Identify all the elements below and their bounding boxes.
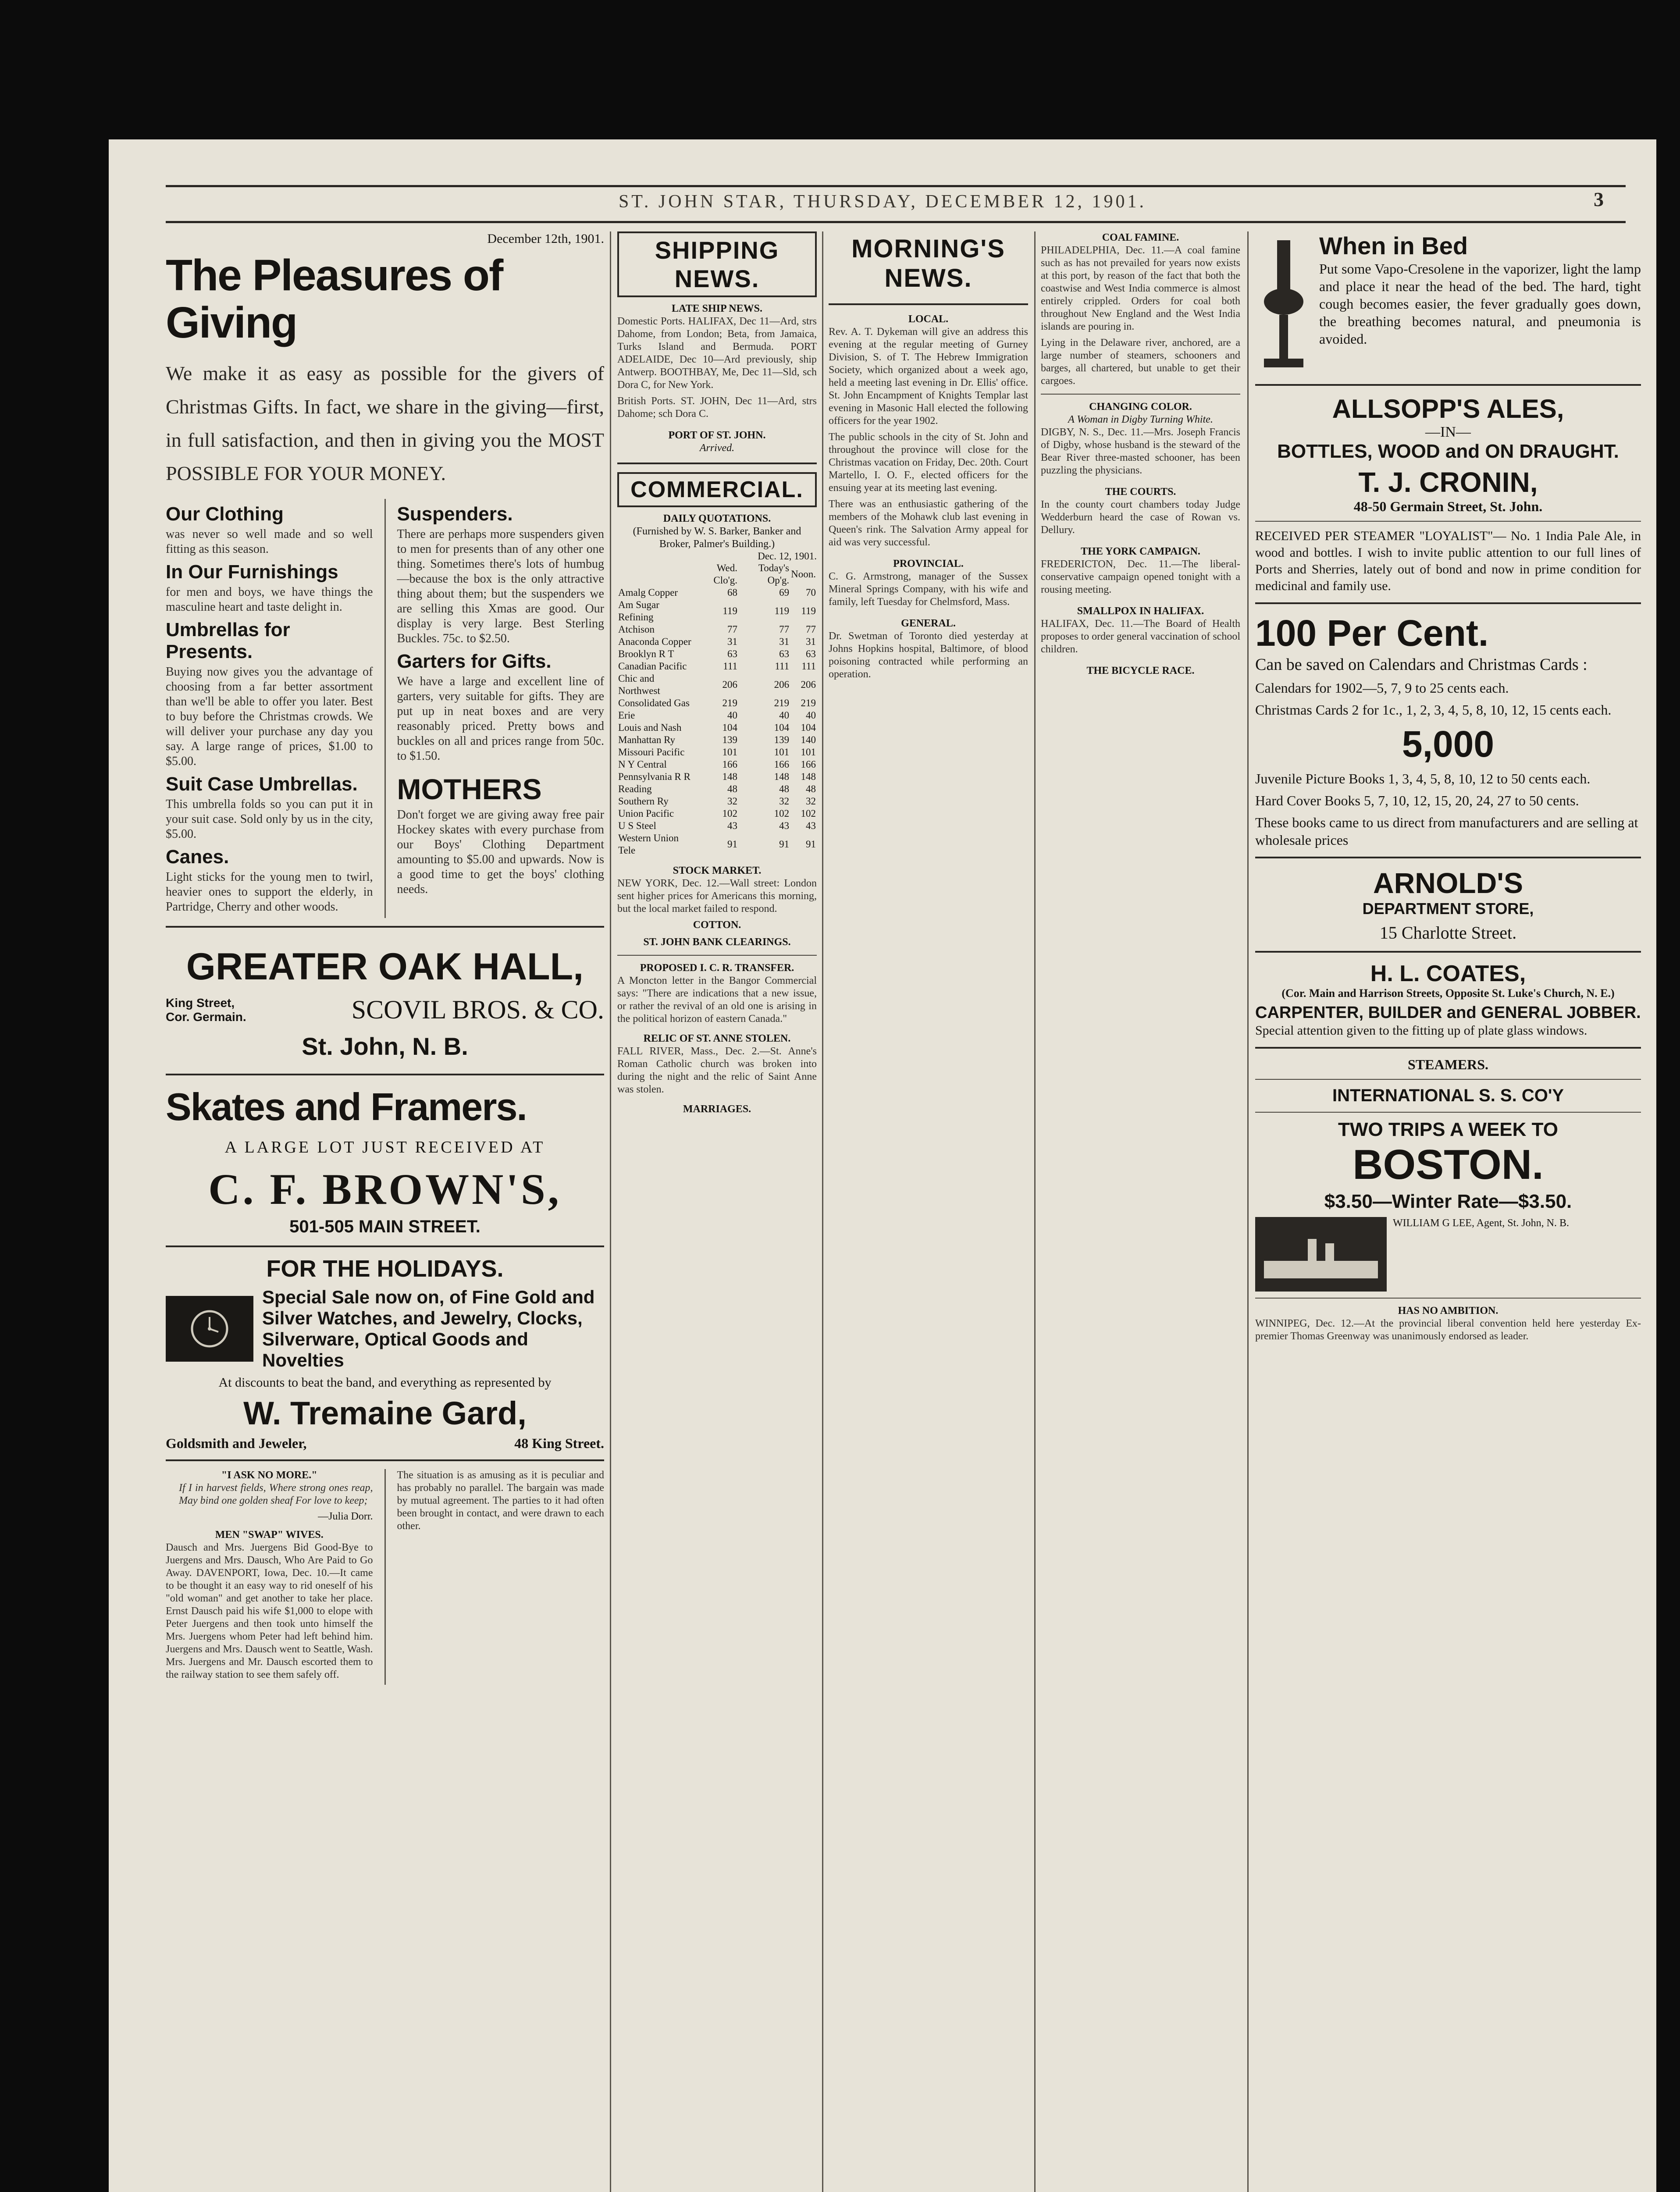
relic-head: RELIC OF ST. ANNE STOLEN. — [643, 1033, 791, 1044]
column-2 — [617, 231, 817, 2192]
holidays-head: FOR THE HOLIDAYS. — [266, 1256, 504, 1282]
allsopp-in: —IN— — [1425, 424, 1471, 440]
stock-price: 111 — [775, 661, 790, 672]
stock-price: 77 — [779, 624, 790, 635]
table-row — [617, 820, 817, 832]
cotton-head: COTTON. — [693, 919, 741, 931]
stock-price: 31 — [806, 636, 816, 647]
skates-sub: A LARGE LOT JUST RECEIVED AT — [224, 1138, 545, 1156]
stock-price: 68 — [727, 587, 738, 598]
coal-filler: Lying in the Delaware river, anchored, are a large number of steamers, schooners and barges, all chartered, but unable to get their cargoes. — [1041, 337, 1240, 387]
bed-body: Put some Vapo-Cresolene in the vaporizer, light the lamp and place it near the head of the bed. The hard, tight cough becomes easier, the fever gradually goes down, the breathing becomes natural, and pneumonia is avoided. — [1319, 261, 1641, 347]
column-divider — [610, 231, 611, 2192]
local-body: Rev. A. T. Dykeman will give an address this evening at the regular meeting of Gurney Division, S. of T. The Hebrew Immigration Society, which organized about a week ago, held a meeting last evening in Dr. Ellis' office. St. John Encampment of Knights Templar last evening in Masonic Hall elected the following officers for the year 1902. — [829, 326, 1028, 427]
poem-attrib: —Julia Dorr. — [318, 1511, 373, 1522]
gift-item-body: for men and boys, we have things the masculine heart and taste delight in. — [166, 585, 373, 614]
section-rule — [1041, 394, 1240, 395]
stock-price: 104 — [722, 722, 738, 733]
stock-name: Amalg Copper — [618, 587, 678, 598]
table-row — [617, 587, 817, 599]
commercial-head: COMMERCIAL. — [617, 472, 817, 507]
coates: H. L. COATES, — [1370, 961, 1526, 986]
stock-price: 101 — [801, 747, 816, 758]
coal-head: COAL FAMINE. — [1102, 232, 1179, 243]
stock-name: Erie — [618, 710, 635, 721]
table-row — [617, 795, 817, 808]
gift-item-head: In Our Furnishings — [166, 561, 338, 583]
table-row — [617, 697, 817, 709]
relic-body: FALL RIVER, Mass., Dec. 2.—St. Anne's Roman Catholic church was broken into during the night and the relic of Saint Anne was stolen. — [617, 1046, 817, 1095]
stock-price: 119 — [774, 605, 790, 616]
lee: WILLIAM G LEE, Agent, St. John, N. B. — [1393, 1217, 1569, 1229]
cronin-body: RECEIVED PER STEAMER "LOYALIST"— No. 1 India Pale Ale, in wood and bottles. I wish to invite public attention to our full lines of Ports and Sherries, lately out of bond and now in prime condition for medicinal and family use. — [1255, 529, 1641, 593]
table-row — [617, 758, 817, 771]
clearing-head: ST. JOHN BANK CLEARINGS. — [643, 936, 791, 948]
sub-column-divider — [384, 499, 386, 918]
section-rule — [166, 926, 604, 928]
courts-body: In the county court chambers today Judge Wedderburn heard the case of Rowan vs. Dellury. — [1041, 499, 1240, 536]
masthead-rule — [166, 221, 1626, 223]
stock-price: 206 — [722, 679, 738, 690]
section-rule — [166, 1074, 604, 1075]
lamp-illustration — [1255, 231, 1312, 376]
stock-price: 139 — [774, 734, 790, 745]
holidays-small: At discounts to beat the band, and everything as represented by — [218, 1375, 552, 1390]
stock-price: 206 — [774, 679, 790, 690]
stock-price: 206 — [801, 679, 816, 690]
poem-body: If I in harvest fields, Where strong ones reap, May bind one golden sheaf For love to keep; — [179, 1482, 373, 1506]
newspaper-page — [109, 139, 1656, 2192]
york-head: THE YORK CAMPAIGN. — [1081, 546, 1200, 557]
stock-price: 31 — [727, 636, 738, 647]
general-body: Dr. Swetman of Toronto died yesterday at Johns Hopkins hospital, Baltimore, of blood poisoning contracted while performing an operation. — [829, 630, 1028, 680]
xmas-cards: Christmas Cards 2 for 1c., 1, 2, 3, 4, 5, 8, 10, 12, 15 cents each. — [1255, 702, 1612, 718]
gift-item-head: Suspenders. — [397, 503, 513, 525]
stock-name: Reading — [618, 783, 652, 794]
table-row — [617, 648, 817, 660]
column-header: Noon. — [791, 569, 816, 580]
gift-item-body: There are perhaps more suspenders given to men for presents than of any other one thing. Sometimes there's lots of humbug—because the box is the only attractive thing about them; but the suspenders we are selling this Xmas are good. Our display is very large. Best Sterling Buckles. 75c. to $2.50. — [397, 527, 604, 645]
hard-cover: Hard Cover Books 5, 7, 10, 12, 15, 20, 24, 27 to 50 cents. — [1255, 793, 1579, 808]
percent-body: Can be saved on Calendars and Christmas Cards : — [1255, 655, 1587, 674]
column-divider — [822, 231, 823, 2192]
table-row — [617, 636, 817, 648]
gift-item — [166, 561, 373, 615]
morning-head: MORNING'S NEWS. — [851, 235, 1005, 292]
gift-item-body: This umbrella folds so you can put it in your suit case. Sold only by us in the city, $5.00. — [166, 797, 373, 841]
dateline: December 12th, 1901. — [487, 231, 604, 246]
gift-item — [397, 503, 605, 646]
column-header — [617, 562, 694, 587]
table-row — [617, 734, 817, 746]
section-rule — [617, 463, 817, 464]
gift-items-left — [166, 499, 373, 918]
column-divider — [1247, 231, 1249, 2192]
jewelry-illustration — [166, 1296, 253, 1362]
lower-columns — [166, 1469, 604, 1685]
skates-head: Skates and Framers. — [166, 1085, 527, 1128]
stock-price: 148 — [722, 771, 738, 782]
table-row — [617, 660, 817, 673]
smallpox-head: SMALLPOX IN HALIFAX. — [1077, 605, 1204, 617]
shipping-head: SHIPPING NEWS. — [617, 231, 817, 297]
quotes-sub: (Furnished by W. S. Barker, Banker and Broker, Palmer's Building.) — [633, 526, 801, 550]
stock-name: Southern Ry — [618, 796, 669, 807]
stock-price: 77 — [727, 624, 738, 635]
coates-addr: (Cor. Main and Harrison Streets, Opposite St. Luke's Church, N. E.) — [1281, 987, 1615, 1000]
transfer-head: PROPOSED I. C. R. TRANSFER. — [640, 962, 794, 974]
stock-price: 32 — [806, 796, 816, 807]
calendars: Calendars for 1902—5, 7, 9 to 25 cents each. — [1255, 680, 1509, 696]
lamp-icon — [1255, 231, 1312, 376]
smallpox-body: HALIFAX, Dec. 11.—The Board of Health proposes to order general vaccination of school children. — [1041, 618, 1240, 655]
stock-name: Chic and Northwest — [618, 673, 660, 696]
skates-address: 501-505 MAIN STREET. — [289, 1217, 481, 1236]
stock-price: 219 — [774, 697, 790, 708]
arnold-sub: DEPARTMENT STORE, — [1362, 900, 1534, 918]
stock-price: 69 — [779, 587, 790, 598]
stock-name: Atchison — [618, 624, 655, 635]
stock-price: 111 — [801, 661, 816, 672]
stock-price: 48 — [806, 783, 816, 794]
sub-column-divider — [384, 1469, 386, 1685]
section-rule — [617, 955, 817, 956]
ship-sub: LATE SHIP NEWS. — [672, 303, 762, 314]
skates-store: C. F. BROWN'S, — [208, 1165, 562, 1213]
mothers-body: Don't forget we are giving away free pair Hockey skates with every purchase from our Boys' Clothing Department amounting to $5.00 and upwards. Now is a good time to get the boys' clothing needs. — [397, 808, 604, 896]
wives-head: MEN "SWAP" WIVES. — [215, 1529, 324, 1541]
stock-name: U S Steel — [618, 820, 656, 831]
wives-body: Dausch and Mrs. Juergens Bid Good-Bye to Juergens and Mrs. Dausch, Who Are Paid to Go Away. DAVENPORT, Iowa, Dec. 10.—It came to be thought it an easy way to rid oneself of his "old woman" and get another to take her place. Ernst Dausch paid his wife $1,000 to elope with Peter Juergens and then took unto himself the Mrs. Juergens whom Peter had left behind him. Juergens and Mrs. Dausch went to Seattle, Wash. Mrs. Juergens and Mr. Dausch escorted them to the railway station to see them safely off. — [166, 1542, 373, 1680]
lower-right — [397, 1469, 605, 1685]
stock-price: 119 — [723, 605, 738, 616]
york-body: FREDERICTON, Dec. 11.—The liberal-conservative campaign opened tonight with a rousing meeting. — [1041, 559, 1240, 595]
masthead-title: ST. JOHN STAR, THURSDAY, DECEMBER 12, 1901. — [618, 192, 1147, 212]
giving-intro: We make it as easy as possible for the givers of Christmas Gifts. In fact, we share in the giving—first, in full satisfaction, and then in giving you the MOST POSSIBLE FOR YOUR MONEY. — [166, 362, 604, 484]
stock-name: N Y Central — [618, 759, 667, 770]
local-head: LOCAL. — [908, 313, 949, 325]
stock-price: 91 — [727, 839, 738, 850]
stock-name: Western Union Tele — [618, 833, 679, 856]
stock-price: 70 — [806, 587, 816, 598]
rate: $3.50—Winter Rate—$3.50. — [1324, 1191, 1572, 1212]
section-rule — [1255, 1047, 1641, 1049]
section-rule — [829, 303, 1028, 305]
stock-price: 101 — [774, 747, 790, 758]
section-rule — [1255, 384, 1641, 386]
stock-name: Union Pacific — [618, 808, 674, 819]
giving-headline: The Pleasures of Giving — [166, 251, 503, 347]
store-line — [166, 995, 604, 1025]
stock-price: 91 — [806, 839, 816, 850]
section-rule — [1255, 1298, 1641, 1299]
arnold-addr: 15 Charlotte Street. — [1379, 923, 1517, 943]
gift-item — [166, 503, 373, 557]
arnold: ARNOLD'S — [1373, 867, 1523, 899]
jeweler-name: W. Tremaine Gard, — [243, 1395, 527, 1431]
vapo-copy — [1319, 231, 1641, 376]
changing-head: CHANGING COLOR. — [1089, 401, 1192, 413]
gift-item-body: was never so well made and so well fitting as this season. — [166, 527, 373, 556]
changing-sub: A Woman in Digby Turning White. — [1068, 414, 1213, 425]
steamer-ad — [1255, 1217, 1641, 1292]
stock-name: Pennsylvania R R — [618, 771, 691, 782]
store-address: King Street, Cor. Germain. — [166, 996, 246, 1024]
steamship-icon — [1255, 1217, 1387, 1292]
local-filler: The public schools in the city of St. John and throughout the province will close for the Christmas vacation on Friday, Dec. 20th. Court Martello, I. O. F., elected officers for the ensuing year at its meeting last evening. — [829, 431, 1028, 494]
wholesale: These books came to us direct from manufacturers and are selling at wholesale prices — [1255, 815, 1638, 848]
section-rule — [1255, 951, 1641, 953]
section-rule — [166, 1245, 604, 1247]
arrived: Arrived. — [699, 442, 735, 454]
poem-head: "I ASK NO MORE." — [221, 1470, 317, 1481]
table-row — [617, 623, 817, 636]
gift-item-body: Buying now gives you the advantage of choosing from a far better assortment than we'll be able to offer you later. Best to buy before the Christmas crowds. We will deliver your purchase any day you say. A large range of prices, $1.00 to $5.00. — [166, 665, 373, 768]
stock-price: 43 — [806, 820, 816, 831]
column-4 — [1041, 231, 1240, 2192]
section-rule — [1255, 521, 1641, 522]
wives-continued: The situation is as amusing as it is peculiar and has probably no parallel. The bargain was made by mutual agreement. The parties to it had often been brought in contact, and were drawn to each other. — [397, 1470, 604, 1532]
lower-left — [166, 1469, 373, 1685]
jeweler-address: 48 King Street. — [514, 1435, 604, 1451]
store-city: St. John, N. B. — [302, 1032, 468, 1060]
cronin: T. J. CRONIN, — [1358, 466, 1538, 498]
percent-head: 100 Per Cent. — [1255, 612, 1489, 654]
vapo-ad — [1255, 231, 1641, 376]
stock-price: 40 — [806, 710, 816, 721]
stock-price: 102 — [722, 808, 738, 819]
stock-price: 77 — [806, 624, 816, 635]
stock-price: 140 — [801, 734, 816, 745]
stock-name: Louis and Nash — [618, 722, 682, 733]
stock-price: 139 — [722, 734, 738, 745]
stock-body: NEW YORK, Dec. 12.—Wall street: London sent higher prices for Americans this morning, but the local market failed to respond. — [617, 878, 817, 915]
trips: TWO TRIPS A WEEK TO — [1338, 1119, 1558, 1140]
intl: INTERNATIONAL S. S. CO'Y — [1332, 1086, 1564, 1105]
column-divider — [1034, 231, 1036, 2192]
stock-name: Canadian Pacific — [618, 661, 687, 672]
stock-price: 119 — [801, 605, 816, 616]
section-rule — [166, 1459, 604, 1461]
table-row — [617, 808, 817, 820]
jeweler-line — [166, 1435, 604, 1452]
stock-price: 102 — [774, 808, 790, 819]
stock-name: Am Sugar Refining — [618, 599, 659, 623]
stock-price: 63 — [727, 648, 738, 659]
table-header-row — [617, 562, 817, 587]
quotations-table — [617, 562, 817, 857]
gift-items — [166, 499, 604, 918]
stock-price: 31 — [779, 636, 790, 647]
store-name: GREATER OAK HALL, — [186, 946, 584, 988]
stock-price: 219 — [801, 697, 816, 708]
carpenter: CARPENTER, BUILDER and GENERAL JOBBER. — [1255, 1003, 1641, 1022]
page-number: 3 — [1594, 188, 1604, 210]
table-row — [617, 783, 817, 795]
cronin-address: 48-50 Germain Street, St. John. — [1353, 498, 1543, 514]
stock-price: 40 — [727, 710, 738, 721]
stock-price: 166 — [722, 759, 738, 770]
gift-item-body: Light sticks for the young men to twirl, heavier ones to support the elderly, in Partridge, Cherry and other woods. — [166, 870, 373, 914]
stock-price: 48 — [779, 783, 790, 794]
stock-price: 104 — [774, 722, 790, 733]
stock-price: 43 — [779, 820, 790, 831]
quotes-date: Dec. 12, 1901. — [758, 551, 817, 562]
holidays-body: Special Sale now on, of Fine Gold and Silver Watches, and Jewelry, Clocks, Silverware, Optical Goods and Novelties — [262, 1287, 595, 1370]
stock-price: 101 — [722, 747, 738, 758]
table-row — [617, 673, 817, 697]
provincial-head: PROVINCIAL. — [893, 558, 964, 569]
stock-price: 102 — [801, 808, 816, 819]
ambition-head: HAS NO AMBITION. — [1398, 1305, 1498, 1317]
stock-price: 32 — [727, 796, 738, 807]
bicycle-head: THE BICYCLE RACE. — [1086, 665, 1195, 676]
stock-price: 63 — [806, 648, 816, 659]
gift-item — [397, 651, 605, 764]
table-row — [617, 722, 817, 734]
top-rule — [166, 185, 1626, 187]
changing-body: DIGBY, N. S., Dec. 11.—Mrs. Joseph Francis of Digby, whose husband is the steward of the Bear River three-masted schooner, has been puzzling the physicians. — [1041, 427, 1240, 476]
stock-price: 148 — [774, 771, 790, 782]
steamers: STEAMERS. — [1407, 1057, 1489, 1072]
table-row — [617, 709, 817, 722]
watch-icon — [166, 1296, 253, 1362]
quotes-head: DAILY QUOTATIONS. — [663, 513, 771, 524]
gift-item-body: We have a large and excellent line of garters, very suitable for gifts. They are put up in neat boxes and are very reasonably priced. Pretty bows and buckles on all and prices range from 50c. to $1.50. — [397, 675, 604, 763]
stock-price: 219 — [722, 697, 738, 708]
section-rule — [1255, 602, 1641, 604]
column-1 — [166, 231, 604, 2192]
stock-price: 91 — [779, 839, 790, 850]
holidays-ad — [166, 1287, 604, 1371]
stock-price: 166 — [774, 759, 790, 770]
ship-filler: British Ports. ST. JOHN, Dec 11—Ard, strs Dahome; sch Dora C. — [617, 395, 817, 420]
table-row — [617, 832, 817, 857]
provincial-body: C. G. Armstrong, manager of the Sussex Mineral Springs Company, with his wife and family, left Tuesday for Chelmsford, Mass. — [829, 571, 1028, 608]
table-row — [617, 599, 817, 623]
stock-name: Consolidated Gas — [618, 697, 690, 708]
boston: BOSTON. — [1353, 1141, 1544, 1188]
transfer-body: A Moncton letter in the Bangor Commercial says: "There are indications that a new issue, or rather the revival of an old one is arising in the political horizon of eastern Canada." — [617, 975, 817, 1025]
stock-price: 166 — [801, 759, 816, 770]
stock-price: 148 — [801, 771, 816, 782]
stock-name: Missouri Pacific — [618, 747, 685, 758]
juvenile: Juvenile Picture Books 1, 3, 4, 5, 8, 10, 12 to 50 cents each. — [1255, 771, 1591, 786]
carpenter-body: Special attention given to the fitting up of plate glass windows. — [1255, 1023, 1587, 1038]
section-rule — [1255, 1112, 1641, 1113]
marriages-head: MARRIAGES. — [683, 1103, 751, 1115]
stock-price: 48 — [727, 783, 738, 794]
column-5 — [1255, 231, 1641, 2192]
mothers-head: MOTHERS — [397, 773, 542, 805]
allsopp-head: ALLSOPP'S ALES, — [1332, 394, 1564, 423]
bed-head: When in Bed — [1319, 232, 1468, 260]
table-row — [617, 746, 817, 758]
courts-head: THE COURTS. — [1105, 486, 1176, 498]
port-head: PORT OF ST. JOHN. — [668, 430, 766, 441]
gift-item-head: Canes. — [166, 846, 229, 868]
allsopp-sub: BOTTLES, WOOD and ON DRAUGHT. — [1277, 441, 1619, 462]
stock-price: 104 — [801, 722, 816, 733]
jeweler-role: Goldsmith and Jeweler, — [166, 1435, 307, 1451]
stock-name: Anaconda Copper — [618, 636, 691, 647]
stock-price: 32 — [779, 796, 790, 807]
gift-item-head: Garters for Gifts. — [397, 651, 552, 672]
gift-item — [166, 619, 373, 769]
section-rule — [1255, 857, 1641, 858]
column-3 — [829, 231, 1028, 2192]
column-header: Today's Op'g. — [758, 562, 790, 586]
gift-item-head: Umbrellas for Presents. — [166, 619, 290, 662]
stock-price: 63 — [779, 648, 790, 659]
ambition-body: WINNIPEG, Dec. 12.—At the provincial liberal convention held here yesterday Ex-premier Thomas Greenway was unanimously endorsed as leader. — [1255, 1318, 1641, 1342]
stock-head: STOCK MARKET. — [673, 865, 762, 876]
steamship-illustration — [1255, 1217, 1387, 1292]
coal-body: PHILADELPHIA, Dec. 11.—A coal famine such as has not prevailed for years now exists at this port, by reason of the fact that both the coastwise and West India commerce is almost entirely crippled. Orders for coal both throughout New England and the West India islands are pouring in. — [1041, 245, 1240, 332]
gift-item-head: Suit Case Umbrellas. — [166, 773, 358, 795]
gift-items-right — [397, 499, 605, 918]
section-rule — [1255, 1079, 1641, 1080]
gift-item-head: Our Clothing — [166, 503, 284, 525]
stock-price: 43 — [727, 820, 738, 831]
five-thousand: 5,000 — [1402, 723, 1495, 765]
table-row — [617, 771, 817, 783]
gift-item — [166, 773, 373, 842]
local-filler-2: There was an enthusiastic gathering of the members of the Mohawk club last evening in Queen's rink. The Salvation Army appeal for aid was very successful. — [829, 498, 1028, 548]
gift-item — [166, 846, 373, 915]
stock-price: 111 — [723, 661, 738, 672]
stock-name: Manhattan Ry — [618, 734, 676, 745]
store-owner: SCOVIL BROS. & CO. — [351, 995, 604, 1024]
column-header: Wed. Clo'g. — [713, 562, 738, 586]
stock-name: Brooklyn R T — [618, 648, 674, 659]
general-head: GENERAL. — [901, 618, 956, 629]
stock-price: 40 — [779, 710, 790, 721]
ship-body: Domestic Ports. HALIFAX, Dec 11—Ard, strs Dahome, from London; Beta, from Jamaica, Turks Island and Bermuda. PORT ADELAIDE, Dec 10—Ard previously, ship Antwerp. BOOTHBAY, Me, Dec 11—Sld, sch Dora C, for New York. — [617, 316, 817, 391]
